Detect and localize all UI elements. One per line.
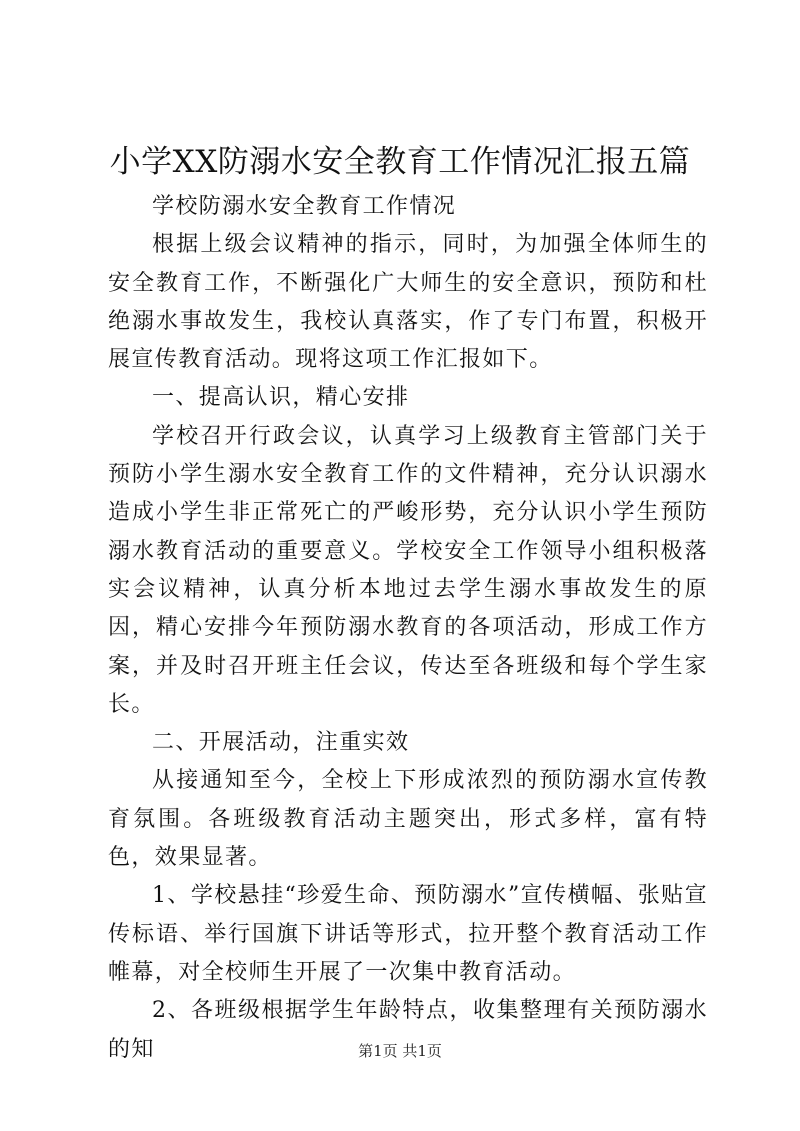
paragraph-section-one: 学校召开行政会议，认真学习上级教育主管部门关于预防小学生溺水安全教育工作的文件精神，充分认识溺水造成小学生非正常死亡的严峻形势，充分认识小学生预防溺水教育活动的重要意义。学校安全工作领导小组积极落实会议精神，认真分析本地过去学生溺水事故发生的原因，精心安排今年预防溺水教育的各项活动，形成工作方案，并及时召开班主任会议，传达至各班级和每个学生家长。 xyxy=(108,423,708,717)
paragraph-intro: 根据上级会议精神的指示，同时，为加强全体师生的安全教育工作，不断强化广大师生的安全意识，预防和杜绝溺水事故发生，我校认真落实，作了专门布置，积极开展宣传教育活动。现将这项工作汇报如下。 xyxy=(108,232,708,373)
section-heading-two: 二、开展活动，注重实效 xyxy=(152,730,410,756)
document-title: 小学XX防溺水安全教育工作情况汇报五篇 xyxy=(109,144,691,180)
document-body xyxy=(108,188,708,1069)
section-heading-intro: 学校防溺水安全教育工作情况 xyxy=(152,194,457,219)
section-heading-one: 一、提高认识，精心安排 xyxy=(152,385,410,411)
paragraph-section-two: 从接通知至今，全校上下形成浓烈的预防溺水宣传教育氛围。各班级教育活动主题突出，形式多样，富有特色，效果显著。 xyxy=(108,768,708,871)
page-footer: 第1页 共1页 xyxy=(358,1042,442,1060)
paragraph-item-two: 2、各班级根据学生年龄特点，收集整理有关预防溺水的知 xyxy=(108,998,708,1062)
paragraph-item-one: 1、学校悬挂“珍爱生命、预防溺水”宣传横幅、张贴宣传标语、举行国旗下讲话等形式，拉开整个教育活动工作帷幕，对全校师生开展了一次集中教育活动。 xyxy=(108,883,708,985)
